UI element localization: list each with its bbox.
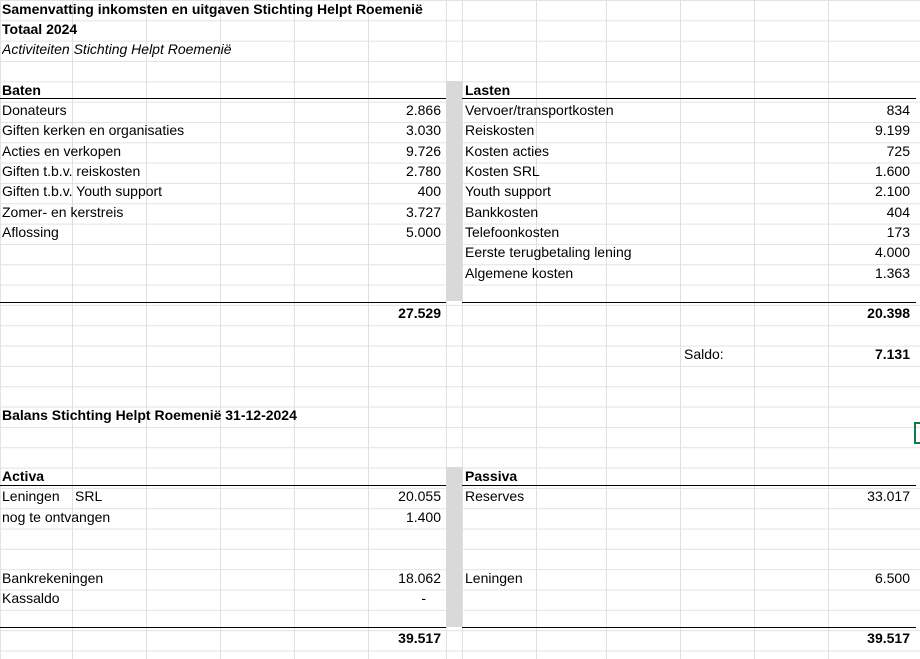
passiva-total: 39.517 bbox=[867, 630, 910, 646]
activa-value: - bbox=[421, 590, 426, 606]
baten-label: Giften t.b.v. reiskosten bbox=[2, 163, 141, 179]
baten-value: 9.726 bbox=[405, 143, 441, 159]
baten-label: Giften t.b.v. Youth support bbox=[2, 183, 163, 199]
activa-heading: Activa bbox=[2, 468, 45, 484]
baten-label: Donateurs bbox=[2, 102, 67, 118]
passiva-heading: Passiva bbox=[465, 468, 518, 484]
lasten-label: Bankkosten bbox=[465, 204, 539, 220]
lasten-value: 1.600 bbox=[874, 163, 910, 179]
passiva-label: Reserves bbox=[465, 488, 525, 504]
activa-sublabel: SRL bbox=[75, 488, 103, 504]
lasten-value: 1.363 bbox=[874, 265, 910, 281]
balans-title: Balans Stichting Helpt Roemenië 31-12-2024 bbox=[2, 407, 297, 423]
passiva-value: 33.017 bbox=[867, 488, 910, 504]
baten-label: Zomer- en kerstreis bbox=[2, 204, 124, 220]
baten-label: Acties en verkopen bbox=[2, 143, 122, 159]
activa-label: nog te ontvangen bbox=[2, 509, 111, 525]
lasten-label: Kosten acties bbox=[465, 143, 550, 159]
lasten-label: Vervoer/transportkosten bbox=[465, 102, 614, 118]
lasten-value: 173 bbox=[886, 224, 910, 240]
baten-value: 5.000 bbox=[405, 224, 441, 240]
activa-label: Kassaldo bbox=[2, 590, 60, 606]
activa-label: Leningen bbox=[2, 488, 60, 504]
baten-label: Aflossing bbox=[2, 224, 59, 240]
lasten-value: 834 bbox=[886, 102, 910, 118]
baten-value: 400 bbox=[417, 183, 441, 199]
active-cell-selection[interactable] bbox=[914, 422, 920, 444]
activa-value: 1.400 bbox=[405, 509, 441, 525]
lasten-heading: Lasten bbox=[465, 82, 511, 98]
activa-label: Bankrekeningen bbox=[2, 570, 104, 586]
passiva-value: 6.500 bbox=[874, 570, 910, 586]
lasten-label: Telefoonkosten bbox=[465, 224, 560, 240]
baten-total: 27.529 bbox=[398, 305, 441, 321]
header-underline bbox=[462, 98, 916, 99]
activa-value: 20.055 bbox=[398, 488, 441, 504]
page-subtitle: Totaal 2024 bbox=[2, 21, 78, 37]
lasten-label: Reiskosten bbox=[465, 122, 535, 138]
page-description: Activiteiten Stichting Helpt Roemenië bbox=[2, 41, 232, 57]
passiva-label: Leningen bbox=[465, 570, 523, 586]
activa-total: 39.517 bbox=[398, 630, 441, 646]
lasten-value: 9.199 bbox=[874, 122, 910, 138]
baten-label: Giften kerken en organisaties bbox=[2, 122, 185, 138]
lasten-total: 20.398 bbox=[867, 305, 910, 321]
baten-value: 3.030 bbox=[405, 122, 441, 138]
lasten-value: 4.000 bbox=[874, 244, 910, 260]
baten-value: 2.780 bbox=[405, 163, 441, 179]
gutter-column bbox=[446, 467, 462, 627]
gutter-column bbox=[446, 81, 462, 301]
lasten-label: Youth support bbox=[465, 183, 551, 199]
baten-value: 2.866 bbox=[405, 102, 441, 118]
lasten-label: Eerste terugbetaling lening bbox=[465, 244, 632, 260]
saldo-label: Saldo: bbox=[684, 346, 724, 362]
lasten-value: 725 bbox=[886, 143, 910, 159]
header-underline bbox=[0, 98, 446, 99]
baten-value: 3.727 bbox=[405, 204, 441, 220]
lasten-value: 2.100 bbox=[874, 183, 910, 199]
activa-value: 18.062 bbox=[398, 570, 441, 586]
lasten-label: Kosten SRL bbox=[465, 163, 540, 179]
page-title: Samenvatting inkomsten en uitgaven Stichting Helpt Roemenië bbox=[2, 1, 423, 17]
saldo-value: 7.131 bbox=[874, 346, 910, 362]
baten-heading: Baten bbox=[2, 82, 41, 98]
lasten-value: 404 bbox=[886, 204, 910, 220]
lasten-label: Algemene kosten bbox=[465, 265, 574, 281]
